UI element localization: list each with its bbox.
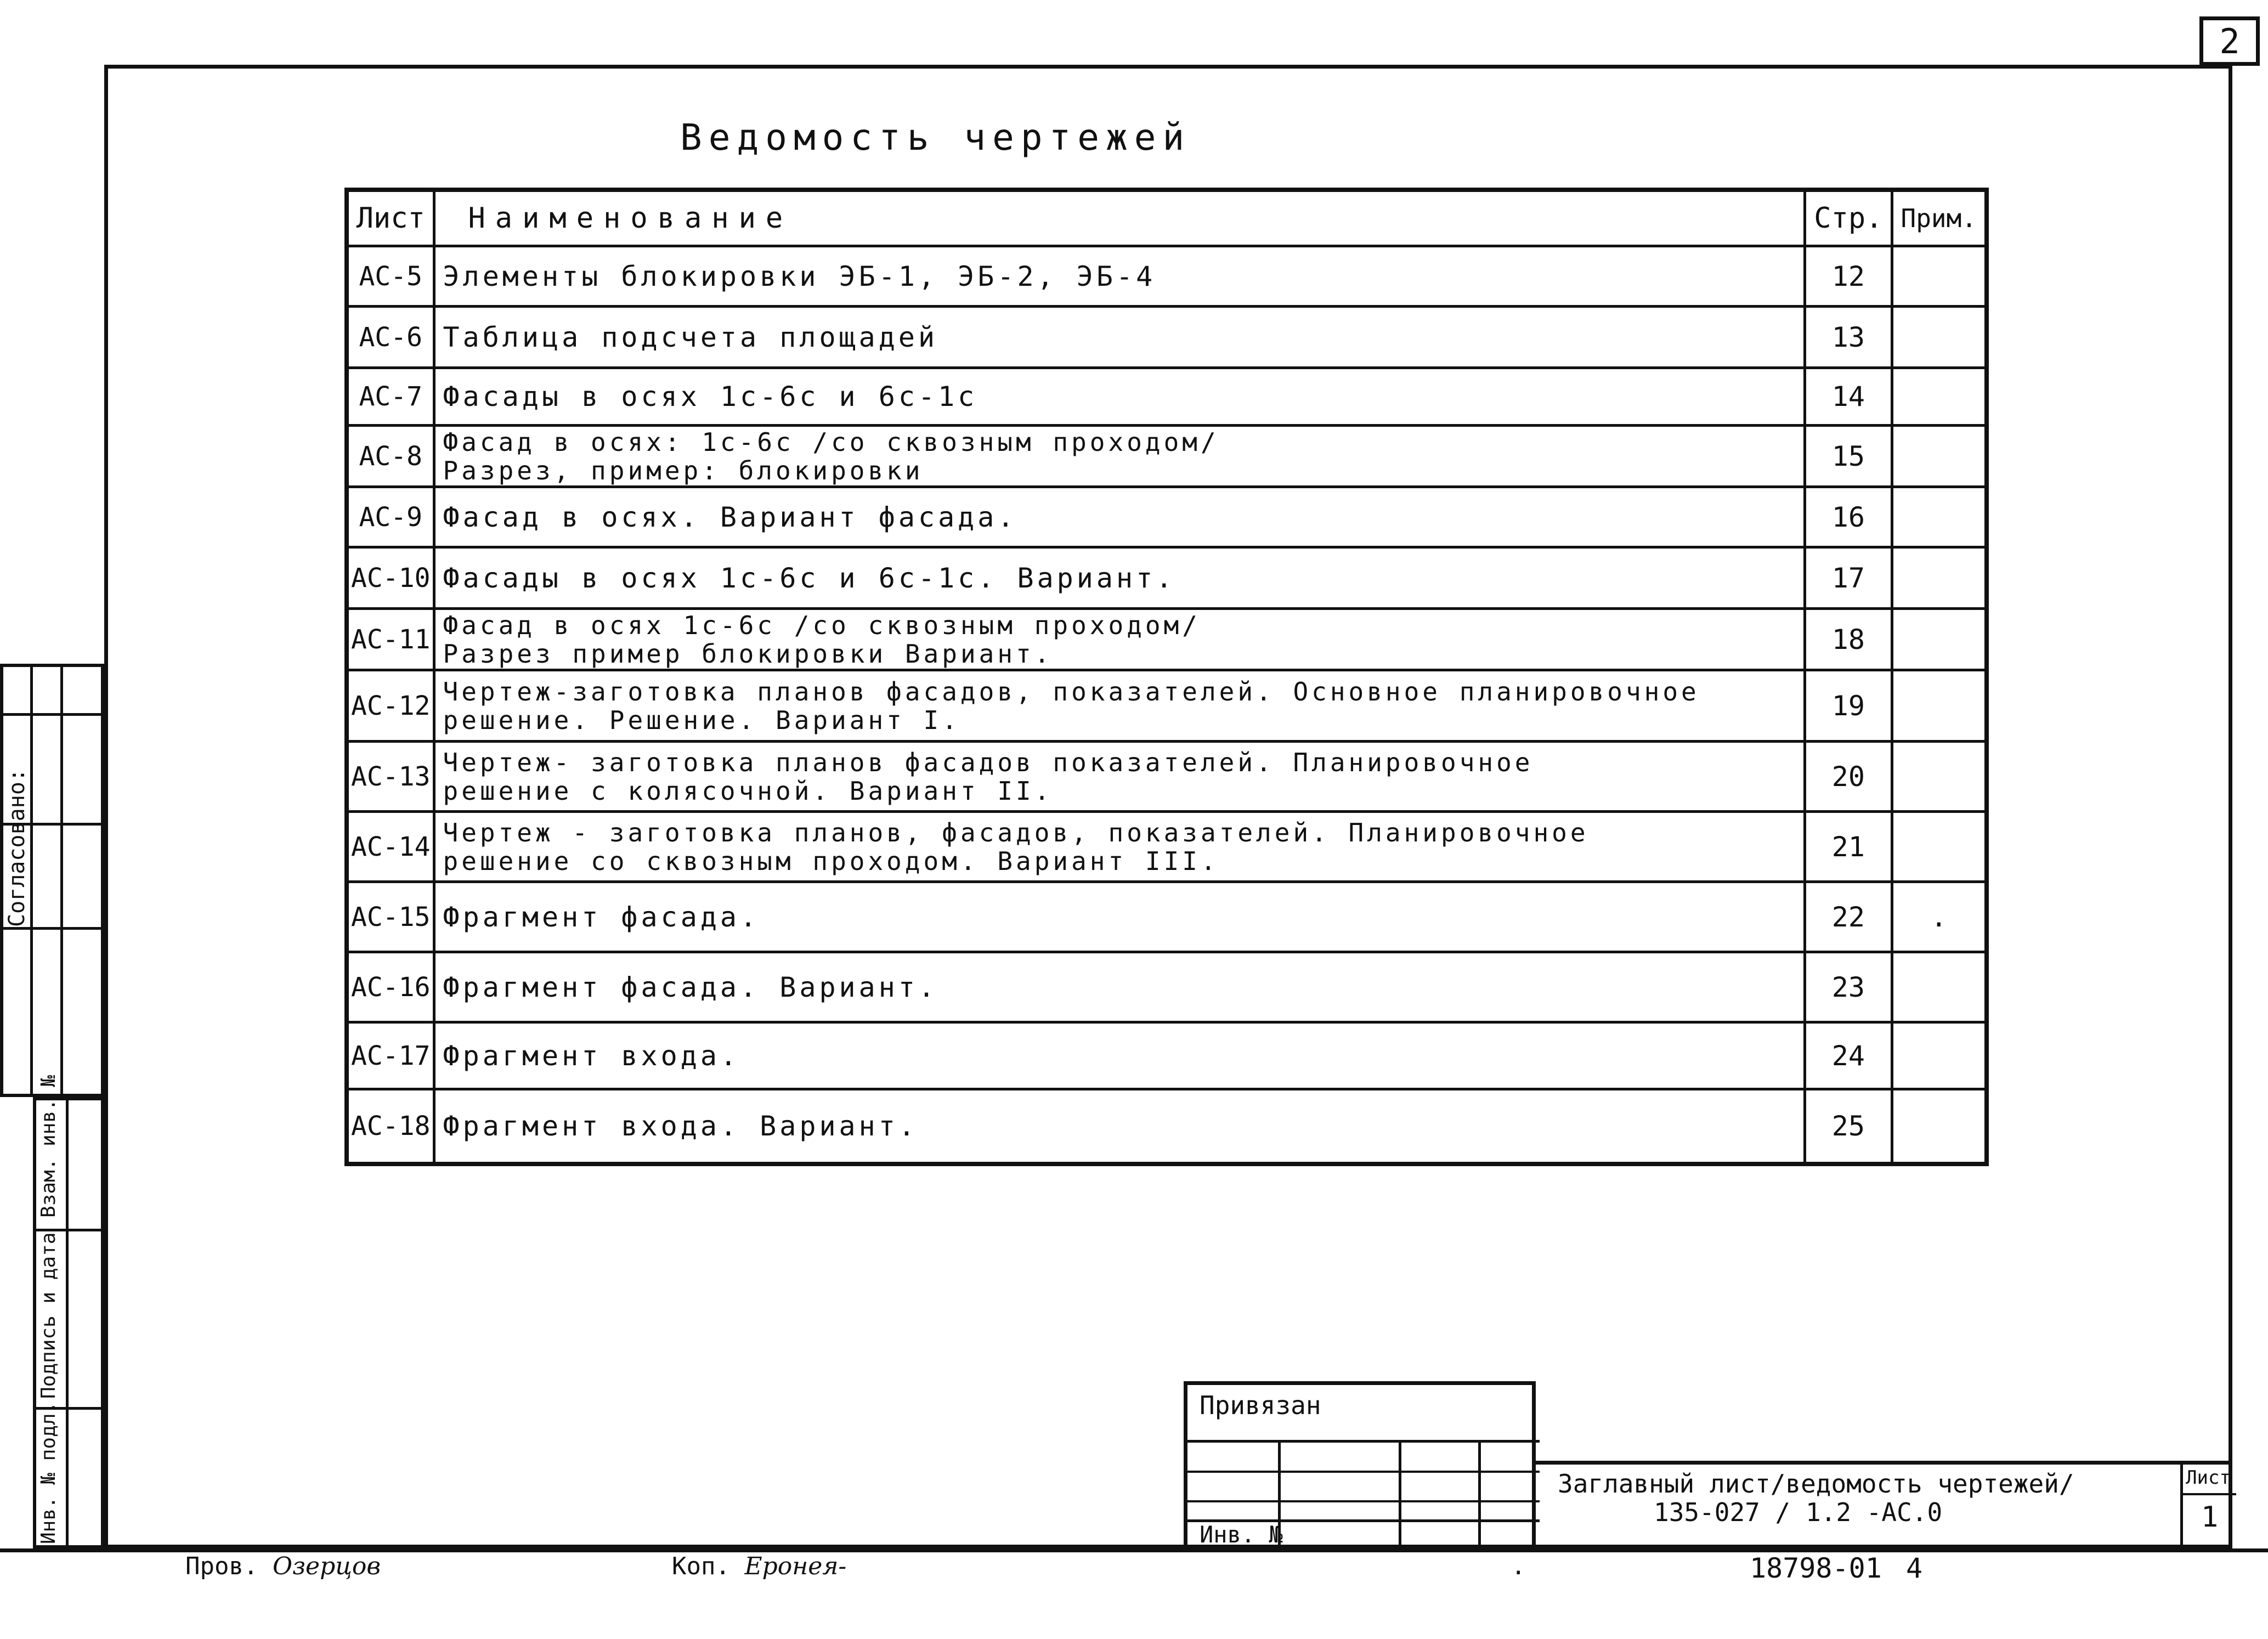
row-note [1892, 426, 1987, 487]
row-page: 14 [1805, 368, 1892, 426]
row-page: 18 [1805, 609, 1892, 670]
strip-line [66, 1097, 69, 1548]
stamp-line [1187, 1440, 1540, 1443]
row-name-line: Фрагмент фасада. [443, 901, 760, 933]
row-page: 16 [1805, 487, 1892, 547]
row-name-line: Фасад в осях. Вариант фасада. [443, 501, 1017, 533]
row-page: 22 [1805, 882, 1892, 952]
doc-number: 18798-01 [1750, 1552, 1882, 1584]
inv-no-label: Инв. № [1200, 1521, 1283, 1548]
row-note [1892, 487, 1987, 547]
row-sheet-code: АС-8 [347, 426, 434, 487]
row-name-line: Фасад в осях 1с-6с /со сквозным проходом/ [443, 610, 1201, 640]
strip-line [0, 927, 104, 930]
header-note: Прим. [1892, 190, 1987, 246]
row-note [1892, 952, 1987, 1022]
row-name [434, 307, 1805, 368]
stamp-line [2180, 1493, 2236, 1495]
row-name-line: Таблица подсчета площадей [443, 321, 938, 353]
row-sheet-code: АС-10 [347, 547, 434, 609]
row-note [1892, 812, 1987, 882]
row-page: 21 [1805, 812, 1892, 882]
strip-line [30, 664, 33, 1097]
row-name-line: Фасады в осях 1с-6с и 6с-1с [443, 381, 978, 412]
row-sheet-code: АС-16 [347, 952, 434, 1022]
table-row [347, 882, 1987, 952]
attached-stamp [1184, 1381, 1536, 1548]
row-note: . [1892, 882, 1987, 952]
header-name: Наименование [434, 190, 1805, 246]
row-sheet-code: АС-14 [347, 812, 434, 882]
page-title: Ведомость чертежей [680, 116, 1191, 159]
row-sheet-code: АС-18 [347, 1089, 434, 1164]
footer-dot: . [1511, 1552, 1526, 1580]
row-sheet-code: АС-7 [347, 368, 434, 426]
table-row [347, 426, 1987, 487]
table-row [347, 307, 1987, 368]
row-note [1892, 547, 1987, 609]
table-row [347, 609, 1987, 670]
stamp-line [1187, 1500, 1540, 1502]
row-page: 24 [1805, 1022, 1892, 1089]
row-page: 17 [1805, 547, 1892, 609]
stamp-title-line2: 135-027 / 1.2 -АС.0 [1654, 1497, 1943, 1527]
table-row [347, 1089, 1987, 1164]
row-note [1892, 368, 1987, 426]
title-stamp [1532, 1461, 2232, 1548]
row-note [1892, 307, 1987, 368]
table-row [347, 368, 1987, 426]
row-page: 23 [1805, 952, 1892, 1022]
row-note [1892, 246, 1987, 307]
row-name [434, 1022, 1805, 1089]
row-sheet-code: АС-15 [347, 882, 434, 952]
table-body [347, 246, 1987, 1164]
strip-line [60, 664, 63, 1097]
table-row [347, 1022, 1987, 1089]
row-page: 12 [1805, 246, 1892, 307]
row-page: 20 [1805, 742, 1892, 812]
table-row [347, 547, 1987, 609]
row-name-line: Чертеж- заготовка планов фасадов показателей. Планировочное [443, 747, 1534, 777]
copied-signature: Еронея- [744, 1552, 847, 1580]
stamp-line [1478, 1440, 1481, 1552]
row-name-line: решение со сквозным проходом. Вариант III. [443, 846, 1219, 876]
strip-line [33, 1229, 104, 1231]
strip-line [0, 713, 104, 716]
table-row [347, 812, 1987, 882]
row-name [434, 426, 1805, 487]
row-name-line: Фрагмент фасада. Вариант. [443, 971, 938, 1003]
row-name-line: Фрагмент входа. [443, 1039, 740, 1072]
agreed-label: Согласовано: [4, 768, 30, 927]
format-number: 4 [1906, 1552, 1923, 1584]
row-note [1892, 609, 1987, 670]
row-sheet-code: АС-11 [347, 609, 434, 670]
row-name-line: Элементы блокировки ЭБ-1, ЭБ-2, ЭБ-4 [443, 260, 1156, 292]
row-name [434, 547, 1805, 609]
side-approval-strip [0, 664, 104, 1548]
row-name [434, 246, 1805, 307]
row-sheet-code: АС-9 [347, 487, 434, 547]
checked-label: Пров. [185, 1552, 258, 1580]
table-row [347, 670, 1987, 742]
stamp-line [1187, 1471, 1540, 1473]
row-sheet-code: АС-6 [347, 307, 434, 368]
row-name [434, 952, 1805, 1022]
row-name [434, 742, 1805, 812]
row-sheet-code: АС-13 [347, 742, 434, 812]
row-name-line: решение. Решение. Вариант I. [443, 705, 960, 735]
table-header-row [347, 190, 1987, 246]
row-name [434, 368, 1805, 426]
copied-by [672, 1552, 846, 1580]
checked-by [185, 1552, 381, 1580]
row-name [434, 609, 1805, 670]
copied-label: Коп. [672, 1552, 730, 1580]
row-name-line: Чертеж-заготовка планов фасадов, показателей. Основное планировочное [443, 676, 1700, 707]
row-page: 13 [1805, 307, 1892, 368]
row-name [434, 670, 1805, 742]
row-name-line: решение с колясочной. Вариант II. [443, 776, 1053, 806]
inv-orig-label: Инв. № подл. [37, 1401, 60, 1544]
row-name-line: Чертеж - заготовка планов, фасадов, показателей. Планировочное [443, 817, 1589, 847]
row-name [434, 487, 1805, 547]
sign-date-label: Подпись и дата [37, 1232, 60, 1399]
header-page: Стр. [1805, 190, 1892, 246]
row-name-line: Фасады в осях 1с-6с и 6с-1с. Вариант. [443, 562, 1176, 594]
row-name-line: Разрез пример блокировки Вариант. [443, 638, 1053, 669]
stamp-line [2180, 1465, 2183, 1552]
replace-inv-label: Взам. инв. № [37, 1075, 60, 1218]
row-page: 19 [1805, 670, 1892, 742]
row-page: 15 [1805, 426, 1892, 487]
table-row [347, 487, 1987, 547]
row-name-line: Фрагмент входа. Вариант. [443, 1110, 918, 1142]
stamp-title-line1: Заглавный лист/ведомость чертежей/ [1558, 1469, 2074, 1499]
sheet-label: Лист [2186, 1467, 2231, 1489]
row-note [1892, 1022, 1987, 1089]
row-sheet-code: АС-12 [347, 670, 434, 742]
row-page: 25 [1805, 1089, 1892, 1164]
row-name [434, 882, 1805, 952]
row-name [434, 812, 1805, 882]
header-sheet: Лист [347, 190, 434, 246]
sheet-value: 1 [2201, 1501, 2219, 1534]
table-row [347, 742, 1987, 812]
row-sheet-code: АС-5 [347, 246, 434, 307]
row-name-line: Разрез, пример: блокировки [443, 455, 924, 485]
row-note [1892, 1089, 1987, 1164]
bottom-line [0, 1548, 2268, 1552]
drawings-list-table [344, 188, 1989, 1166]
row-name [434, 1089, 1805, 1164]
stamp-line [1399, 1440, 1401, 1552]
attached-label: Привязан [1200, 1391, 1321, 1420]
row-name-line: Фасад в осях: 1с-6с /со сквозным проходом/ [443, 427, 1219, 457]
row-note [1892, 742, 1987, 812]
sheet-corner-number: 2 [2199, 16, 2260, 66]
table-row [347, 246, 1987, 307]
row-sheet-code: АС-17 [347, 1022, 434, 1089]
table-row [347, 952, 1987, 1022]
checked-signature: Озерцов [272, 1552, 381, 1580]
row-note [1892, 670, 1987, 742]
